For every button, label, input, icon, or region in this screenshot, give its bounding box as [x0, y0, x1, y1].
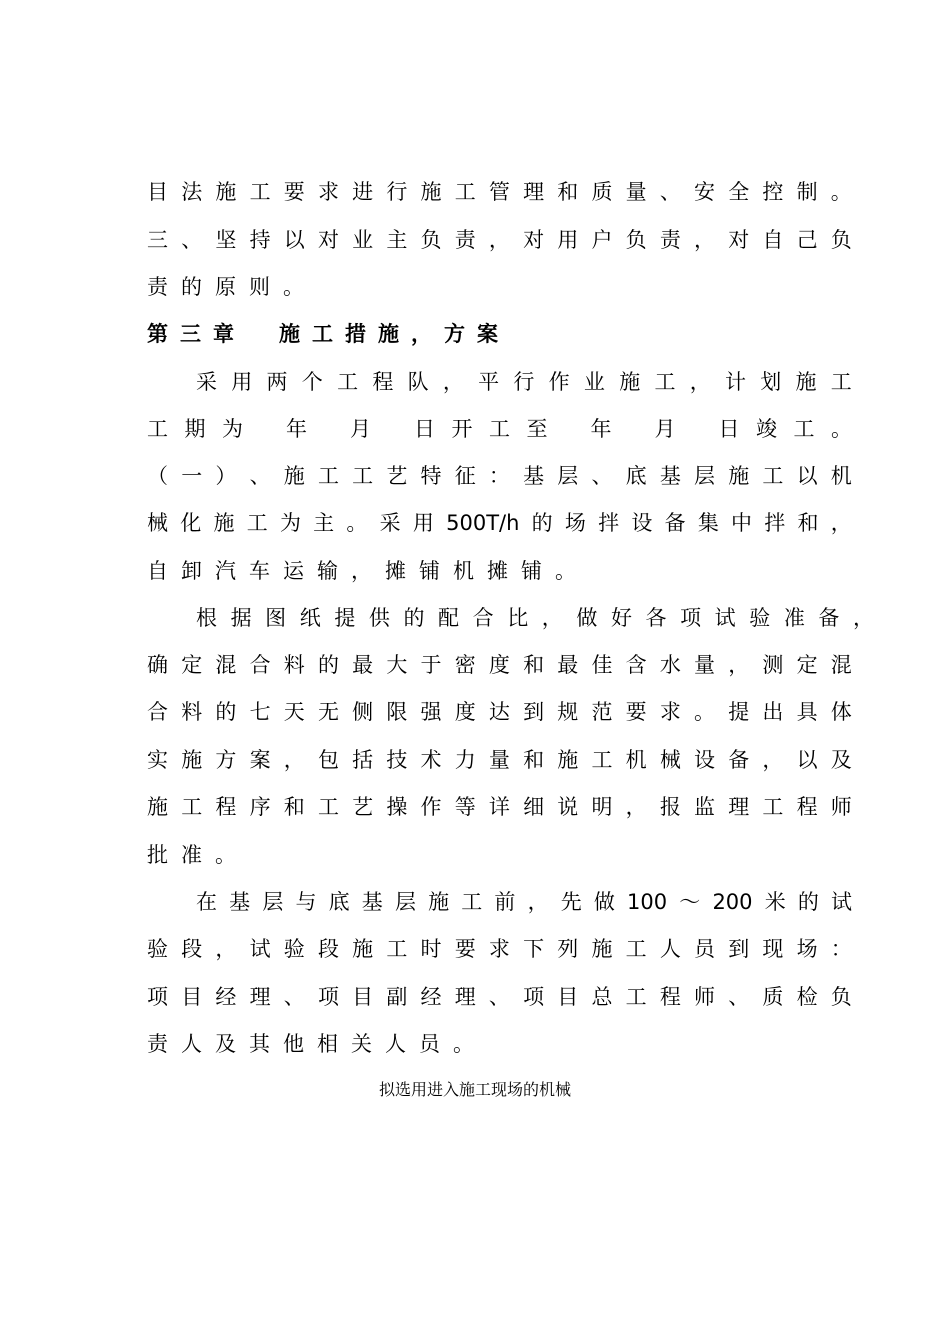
body-line-9: 自 卸 汽 车 运 输 ， 摊 铺 机 摊 铺 。 [147, 559, 576, 583]
body-line-11: 确 定 混 合 料 的 最 大 于 密 度 和 最 佳 含 水 量 ， 测 定 混 [147, 653, 852, 677]
body-line-18: 项 目 经 理 、 项 目 副 经 理 、 项 目 总 工 程 师 、 质 检 负 [147, 985, 852, 1009]
body-line-7: （ 一 ） 、 施 工 工 艺 特 征 ： 基 层 、 底 基 层 施 工 以 机 [147, 464, 852, 488]
chapter-heading: 第三章 施工措施，方案 [147, 322, 510, 346]
table-caption: 拟选用进入施工现场的机械 [378, 1080, 571, 1099]
body-line-3: 责 的 原 则 。 [147, 275, 304, 299]
body-line-16: 在 基 层 与 底 基 层 施 工 前 ， 先 做 100 ～ 200 米 的 试 [196, 890, 852, 914]
body-line-17: 验 段 ， 试 验 段 施 工 时 要 求 下 列 施 工 人 员 到 现 场 ： [147, 937, 852, 961]
body-line-2: 三 、 坚 持 以 对 业 主 负 责 ， 对 用 户 负 责 ， 对 自 己 负 [147, 228, 852, 252]
body-line-14: 施 工 程 序 和 工 艺 操 作 等 详 细 说 明 ， 报 监 理 工 程 师 [147, 795, 852, 819]
body-line-5: 采 用 两 个 工 程 队 ， 平 行 作 业 施 工 ， 计 划 施 工 [196, 370, 852, 394]
body-line-12: 合 料 的 七 天 无 侧 限 强 度 达 到 规 范 要 求 。 提 出 具 体 [147, 700, 852, 724]
body-line-19: 责 人 及 其 他 相 关 人 员 。 [147, 1032, 474, 1056]
body-line-15: 批 准 。 [147, 843, 236, 867]
body-line-1: 目 法 施 工 要 求 进 行 施 工 管 理 和 质 量 、 安 全 控 制 。 [147, 180, 852, 204]
body-line-10: 根 据 图 纸 提 供 的 配 合 比 ， 做 好 各 项 试 验 准 备 ， [196, 606, 874, 630]
body-line-6: 工 期 为 年 月 日 开 工 至 年 月 日 竣 工 。 [147, 417, 852, 441]
body-line-8: 械 化 施 工 为 主 。 采 用 500T/h 的 场 拌 设 备 集 中 拌 和 ， [147, 511, 852, 535]
body-line-13: 实 施 方 案 ， 包 括 技 术 力 量 和 施 工 机 械 设 备 ， 以 及 [147, 748, 852, 772]
